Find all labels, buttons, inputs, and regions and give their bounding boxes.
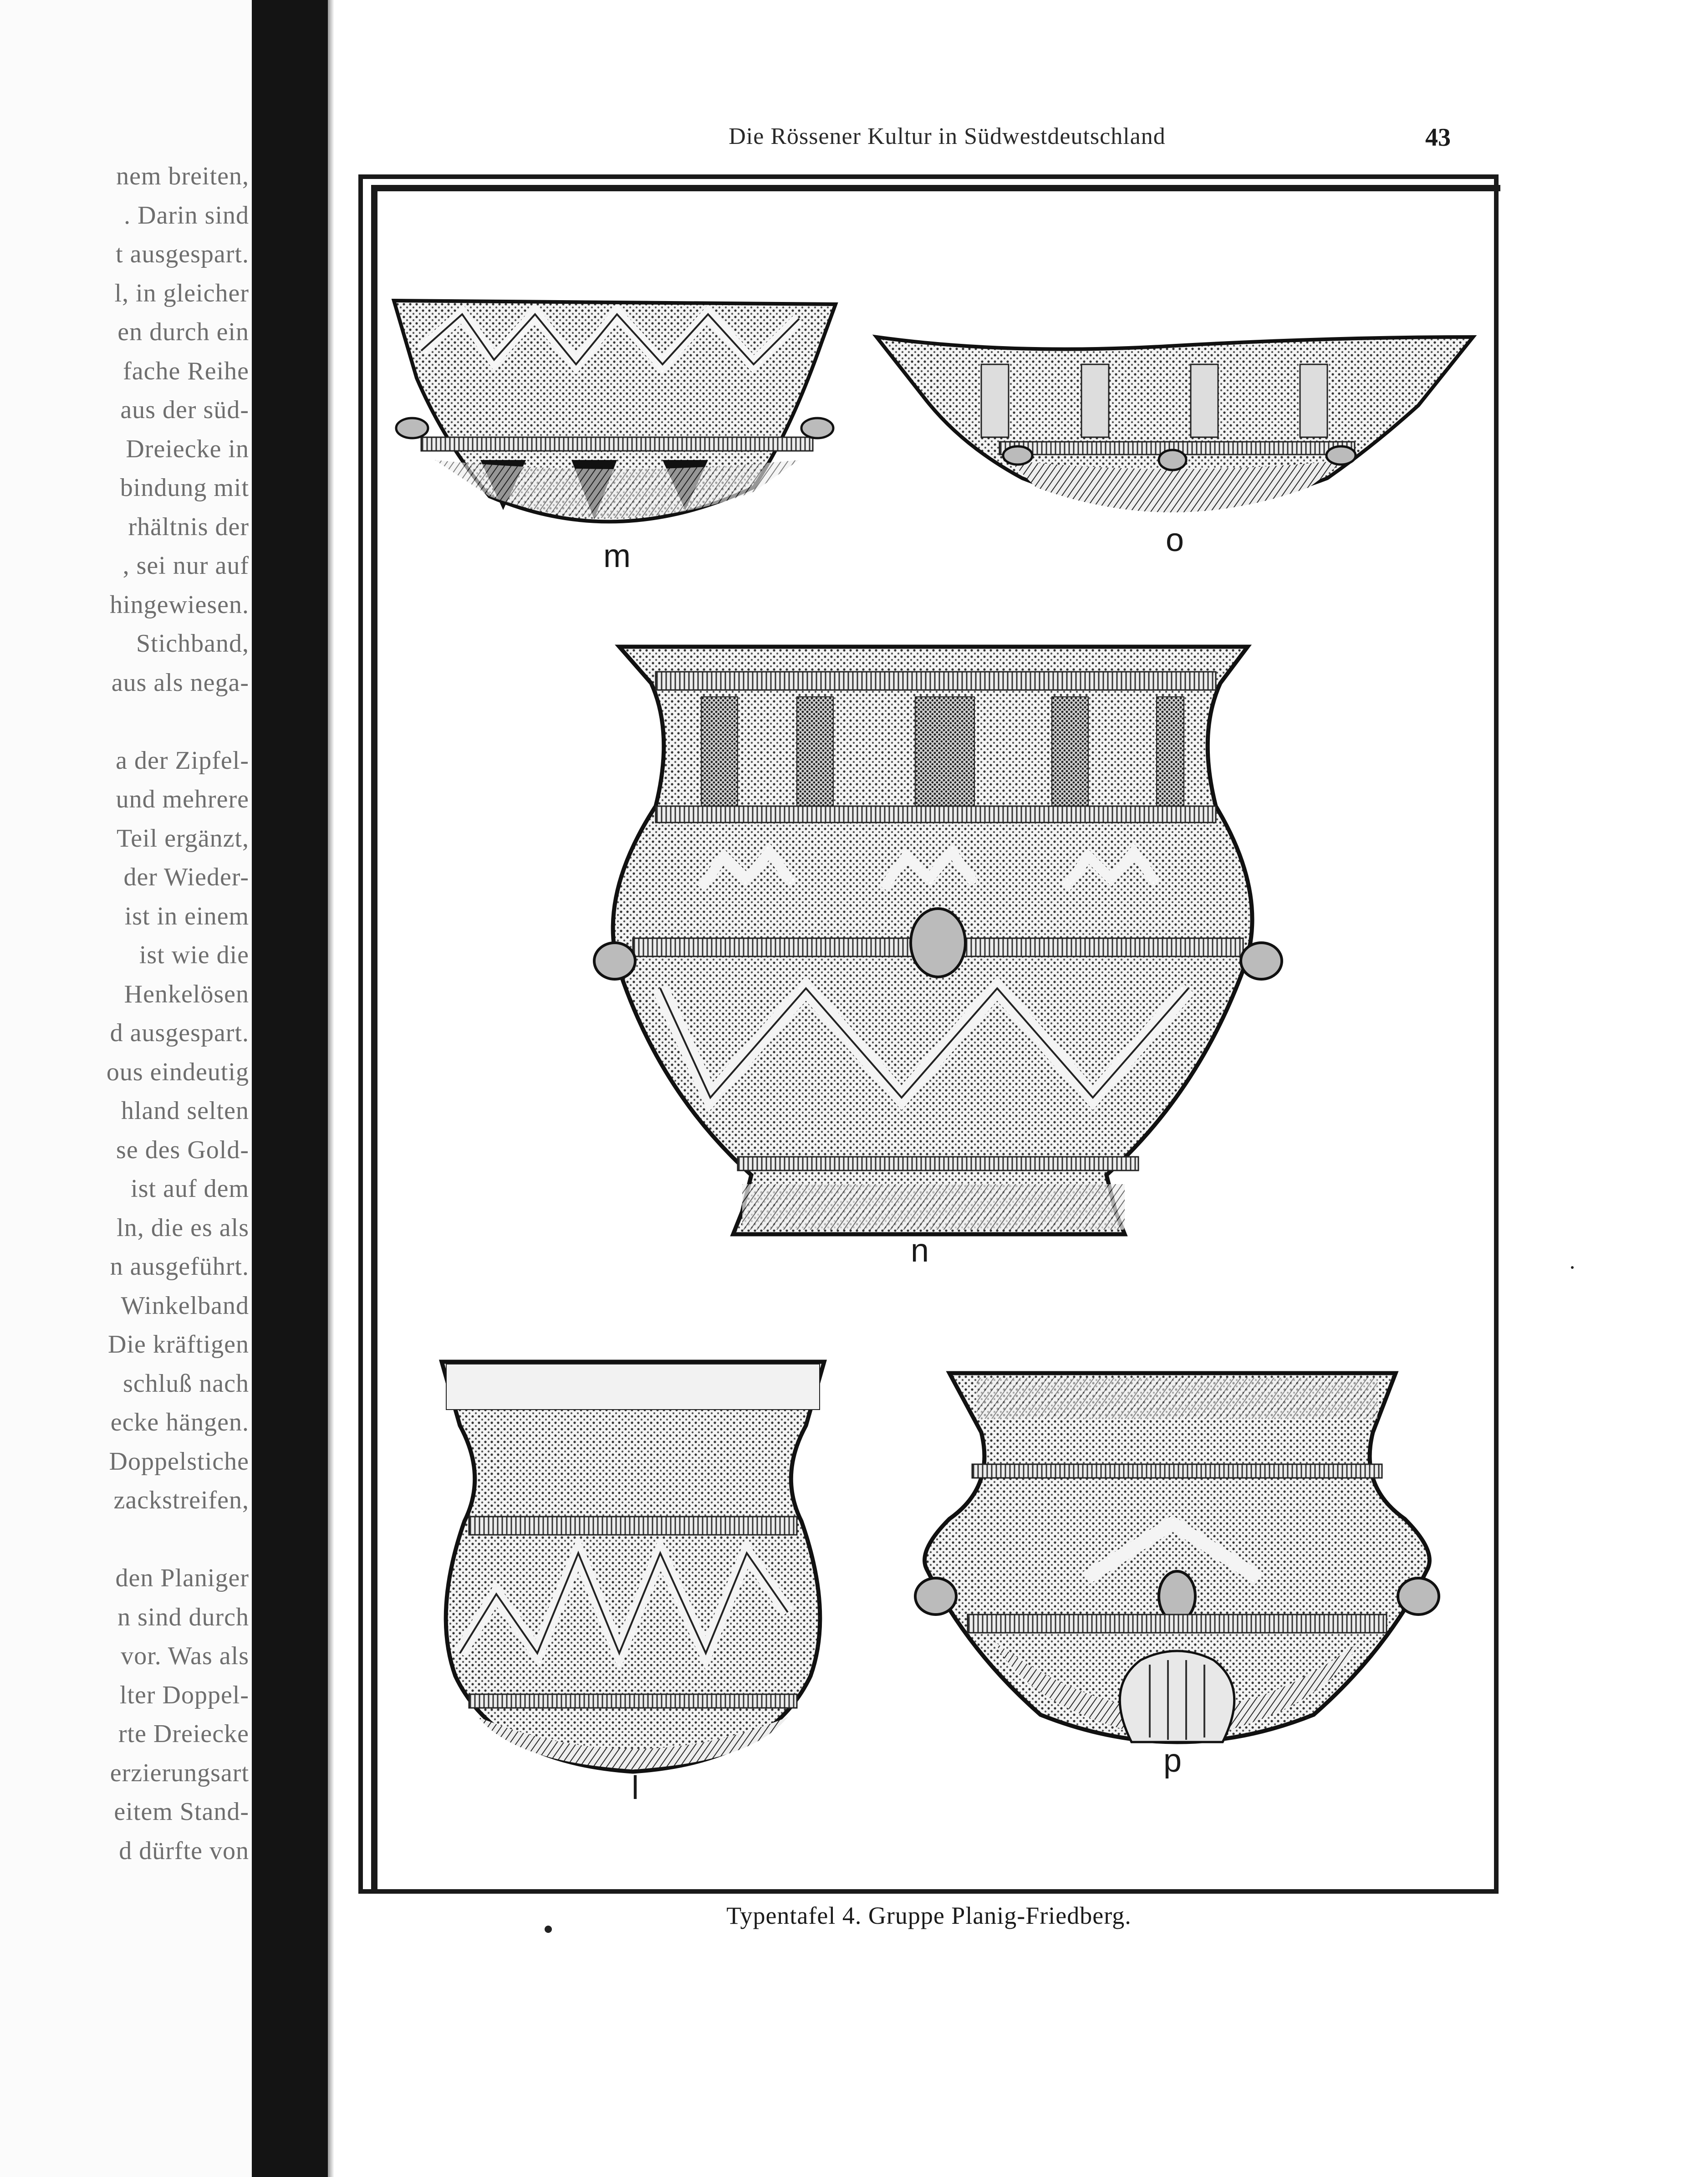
vessel-m-drawing [389, 296, 840, 542]
left-page-line: d dürfte von [119, 1836, 249, 1865]
vessel-label-n: n [910, 1232, 929, 1269]
left-page-line: Henkelösen [124, 980, 249, 1008]
vessel-label-l: l [632, 1770, 639, 1806]
left-page-line: Dreiecke in [126, 434, 249, 463]
page-number: 43 [1425, 123, 1451, 152]
book-spine-gutter [252, 0, 328, 2177]
left-page-line [12, 1520, 249, 1559]
plate-caption: Typentafel 4. Gruppe Planig-Friedberg. [726, 1902, 1132, 1929]
left-page-line: a der Zipfel- [116, 746, 249, 775]
left-page-line: se des Gold- [116, 1135, 249, 1164]
left-page-line: t ausgespart. [116, 240, 249, 268]
left-page-line [12, 702, 249, 741]
left-page-line: aus der süd- [120, 396, 249, 424]
left-page-line: ous eindeutig [106, 1058, 249, 1086]
left-page-line: hingewiesen. [110, 590, 249, 619]
left-page-line: l, in gleicher [114, 279, 249, 307]
vessel-n-drawing [587, 642, 1289, 1239]
vessel-label-m: m [603, 538, 631, 574]
vessel-o-drawing [872, 328, 1478, 524]
gutter-shadow [328, 0, 334, 2177]
left-page-text [12, 157, 249, 1870]
left-page-line: fache Reihe [123, 357, 249, 385]
left-page-line: ist auf dem [131, 1175, 249, 1203]
left-page-line: erzierungsart [110, 1758, 249, 1787]
left-page-line: Die kräftigen [108, 1330, 249, 1359]
vessel-label-o: o [1165, 522, 1184, 558]
left-page-line: lter Doppel- [119, 1681, 249, 1709]
left-page-line: aus als nega- [111, 668, 249, 697]
left-page-line: vor. Was als [121, 1642, 249, 1670]
left-page-line: eitem Stand- [114, 1798, 249, 1826]
vessel-p-drawing [913, 1369, 1441, 1751]
left-page-line: den Planiger [115, 1564, 249, 1592]
left-page-line: Stichband, [136, 629, 249, 658]
print-speck [1571, 1266, 1574, 1269]
left-page-line: ist in einem [124, 902, 249, 930]
left-page-line: Doppelstiche [109, 1447, 249, 1476]
left-page-line: d ausgespart. [110, 1019, 249, 1047]
left-page-line: rte Dreiecke [118, 1720, 249, 1748]
left-page-line: Teil ergänzt, [116, 824, 249, 853]
left-page-line: n sind durch [117, 1603, 249, 1631]
left-page-line: ist wie die [139, 941, 249, 969]
vessel-l-drawing [433, 1357, 833, 1776]
left-page-line: nem breiten, [116, 162, 249, 190]
left-page-line: . Darin sind [124, 201, 249, 230]
left-page-line: zackstreifen, [113, 1486, 249, 1514]
vessel-label-p: p [1163, 1743, 1182, 1779]
left-page-line: rhältnis der [128, 512, 249, 541]
left-page-line: und mehrere [116, 785, 249, 813]
left-page-line: , sei nur auf [122, 552, 249, 580]
left-page-line: n ausgeführt. [110, 1252, 249, 1281]
left-page-line: hland selten [121, 1097, 249, 1125]
left-page-line: der Wieder- [123, 863, 249, 891]
left-page-line: en durch ein [117, 318, 249, 346]
left-page-line: Winkelband [121, 1291, 249, 1320]
print-speck [545, 1926, 552, 1933]
left-page-line: ecke hängen. [110, 1408, 249, 1436]
left-page-line: schluß nach [123, 1369, 249, 1398]
left-page-line: ln, die es als [117, 1213, 249, 1242]
left-page-line: bindung mit [120, 474, 249, 502]
running-head: Die Rössener Kultur in Südwestdeutschland [729, 123, 1166, 149]
left-facing-page [0, 0, 253, 2177]
